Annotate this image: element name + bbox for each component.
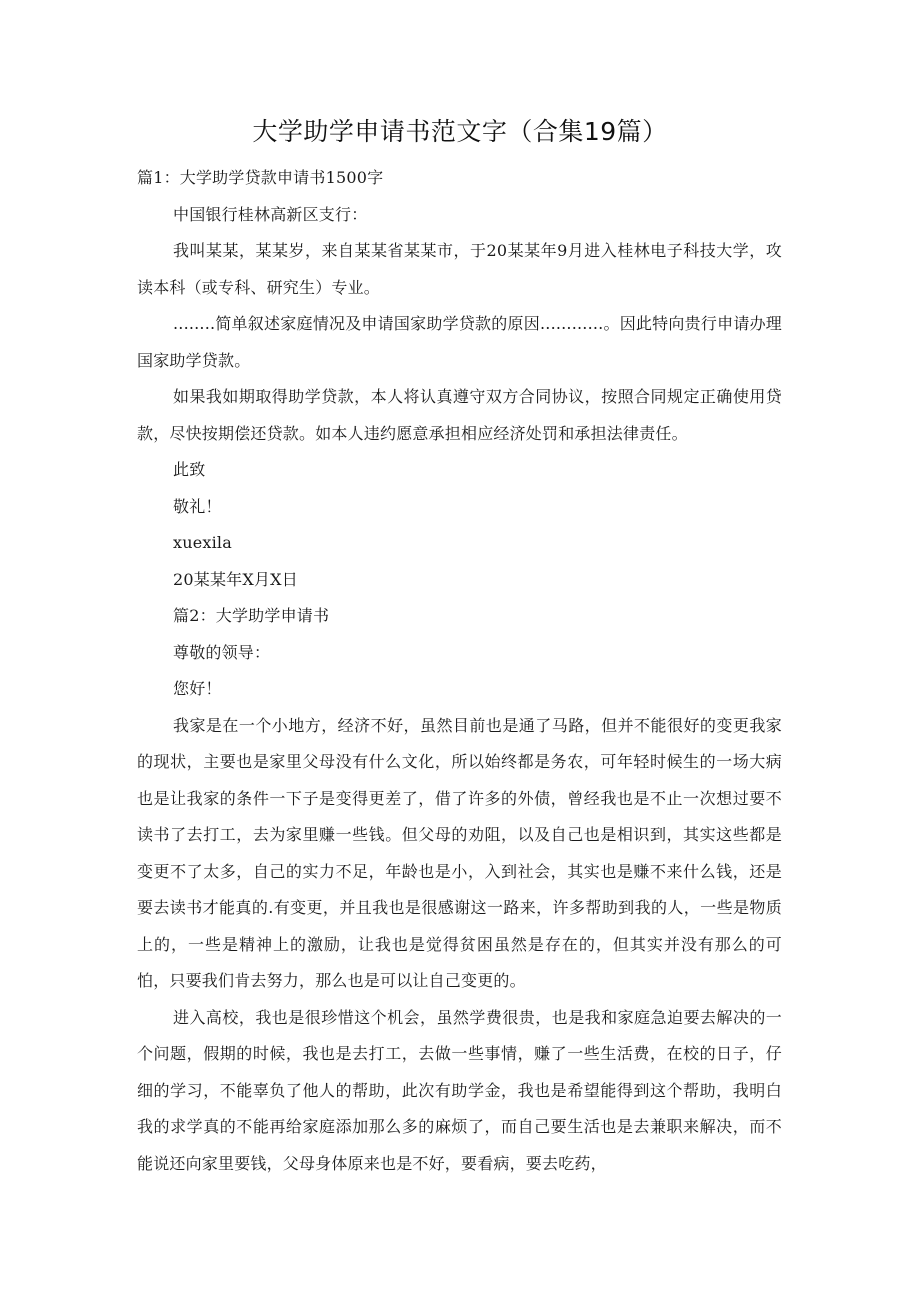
salutation-recipient: 中国银行桂林高新区支行： — [173, 204, 368, 224]
greeting: 您好！ — [173, 679, 222, 698]
paragraph-commitment: 如果我如期取得助学贷款，本人将认真遵守双方合同协议，按照合同规定正确使用贷款，尽快按期偿还贷款。如本人违约愿意承担相应经济处罚和承担法律责任。 — [137, 387, 782, 443]
paragraph-university: 进入高校，我也是很珍惜这个机会，虽然学费很贵，也是我和家庭急迫要去解决的一个问题，假期的时候，我也是去打工，去做一些事情，赚了一些生活费，在校的日子，仔细的学习，不能辜负了他人的帮助，此次有助学金，我也是希望能得到这个帮助，我明白我的求学真的不能再给家庭添加那么多的麻烦了，而自己要生活也是去兼职来解决，而不能说还向家里要钱，父母身体原来也是不好，要看病，要去吃药， — [137, 1007, 782, 1173]
closing-line-1: 此致 — [173, 460, 206, 479]
paragraph-reason: ........简单叙述家庭情况及申请国家助学贷款的原因............。因此特向贵行申请办理国家助学贷款。 — [137, 314, 782, 370]
signature: xuexila — [173, 533, 232, 552]
paragraph-family: 我家是在一个小地方，经济不好，虽然目前也是通了马路，但并不能很好的变更我家的现状，主要也是家里父母没有什么文化，所以始终都是务农，可年轻时候生的一场大病也是让我家的条件一下子是变得更差了，借了许多的外债，曾经我也是不止一次想过要不读书了去打工，去为家里赚一些钱。但父母的劝阻，以及自己也是相识到，其实这些都是变更不了太多，自己的实力不足，年龄也是小，入到社会，其实也是赚不来什么钱，还是要去读书才能真的.有变更，并且我也是很感谢这一路来，许多帮助到我的人，一些是物质上的，一些是精神上的激励，让我也是觉得贫困虽然是存在的，但其实并没有那么的可怕，只要我们肯去努力，那么也是可以让自己变更的。 — [137, 715, 782, 990]
document-body — [137, 160, 782, 1182]
closing-line-2: 敬礼！ — [173, 496, 222, 516]
section-heading-1: 篇1：大学助学贷款申请书1500字 — [137, 168, 384, 187]
date-line: 20某某年X月X日 — [173, 569, 298, 589]
paragraph-intro: 我叫某某，某某岁，来自某某省某某市，于20某某年9月进入桂林电子科技大学，攻读本科（或专科、研究生）专业。 — [137, 241, 782, 297]
section-heading-2: 篇2：大学助学申请书 — [173, 606, 330, 625]
document-title: 大学助学申请书范文字（合集19篇） — [252, 117, 668, 146]
salutation-leader: 尊敬的领导： — [173, 642, 271, 662]
